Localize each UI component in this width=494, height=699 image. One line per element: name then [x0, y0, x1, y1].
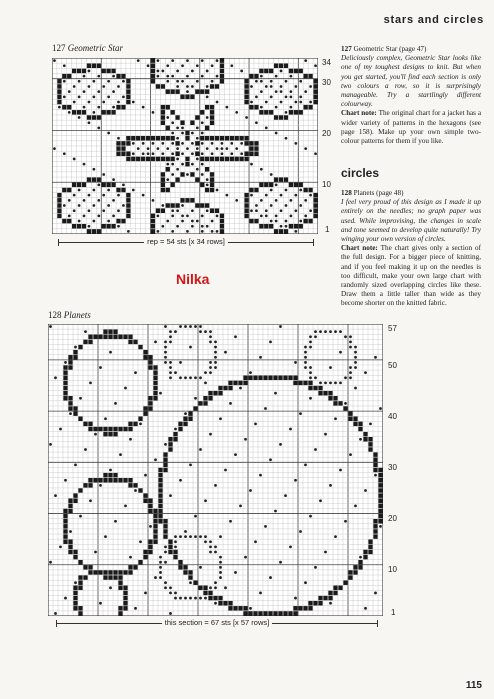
row-label: 20	[388, 514, 397, 523]
row-label: 1	[325, 225, 330, 234]
chart-128-number: 128	[48, 310, 62, 320]
row-label: 57	[388, 324, 397, 333]
chart-127-repeat	[58, 237, 314, 246]
chart-128-repeat	[56, 618, 378, 627]
chart-128-repeat-text: this section = 67 sts [x 57 rows]	[162, 618, 272, 627]
entry-128-number: 128	[341, 189, 352, 197]
row-label: 40	[388, 412, 397, 421]
entry-127	[341, 45, 481, 146]
entry-128-note-label: Chart note:	[341, 244, 378, 253]
page-number: 115	[465, 680, 482, 691]
entry-128-name: Planets (page 48)	[353, 189, 404, 197]
row-label: 30	[388, 463, 397, 472]
entry-127-note-text: The original chart for a jacket has a wider variety of patterns in the hexagons (see page 158). Make up your own simple two-colour patterns for them if you like.	[341, 109, 482, 146]
entry-128	[341, 189, 481, 309]
row-label: 10	[388, 565, 397, 574]
chart-127-grid	[52, 58, 318, 234]
entry-127-title	[341, 45, 481, 54]
entry-127-number: 127	[341, 45, 352, 53]
entry-128-note-text: The chart gives only a section of the full design. For a bigger piece of knitting, and if you feel making it up on the needles is too difficult, make your own large chart with randomly sized overlapping circles like these. Draw them a little taller than wide as they become shorter on the knitted fabric.	[341, 244, 481, 308]
chart-128-title	[48, 310, 91, 320]
section-heading: circles	[341, 166, 380, 180]
chart-127-number: 127	[52, 43, 66, 53]
chart-128-name: Planets	[63, 310, 91, 320]
chart-127-title	[52, 43, 123, 53]
entry-127-description: Deliciously complex, Geometric Star looks like one of my toughest designs to knit. But when you get started, you'll find each section is only two colours a row, so it is surprisingly manageable. Try a startlingly different colourway.	[341, 54, 481, 109]
entry-128-description: I feel very proud of this design as I made it up entirely on the needles; no graph paper was used. While improvising, the changes in scale and tone seemed to develop quite naturally! Try winging your own version of circles.	[341, 198, 481, 244]
chart-127-repeat-text: rep = 54 sts [x 34 rows]	[144, 237, 228, 246]
watermark: Nilka	[176, 271, 210, 287]
running-header: stars and circles	[383, 14, 484, 26]
row-label: 34	[322, 58, 331, 67]
entry-127-name: Geometric Star (page 47)	[353, 45, 427, 53]
entry-127-note-label: Chart note:	[341, 109, 377, 118]
row-label: 10	[322, 180, 331, 189]
entry-128-title	[341, 189, 481, 198]
row-label: 1	[391, 608, 396, 617]
chart-128-grid	[48, 324, 383, 616]
chart-127-name: Geometric Star	[67, 43, 123, 53]
entry-127-note	[341, 109, 481, 146]
row-label: 50	[388, 361, 397, 370]
row-label: 30	[322, 78, 331, 87]
entry-128-note	[341, 244, 481, 308]
row-label: 20	[322, 129, 331, 138]
